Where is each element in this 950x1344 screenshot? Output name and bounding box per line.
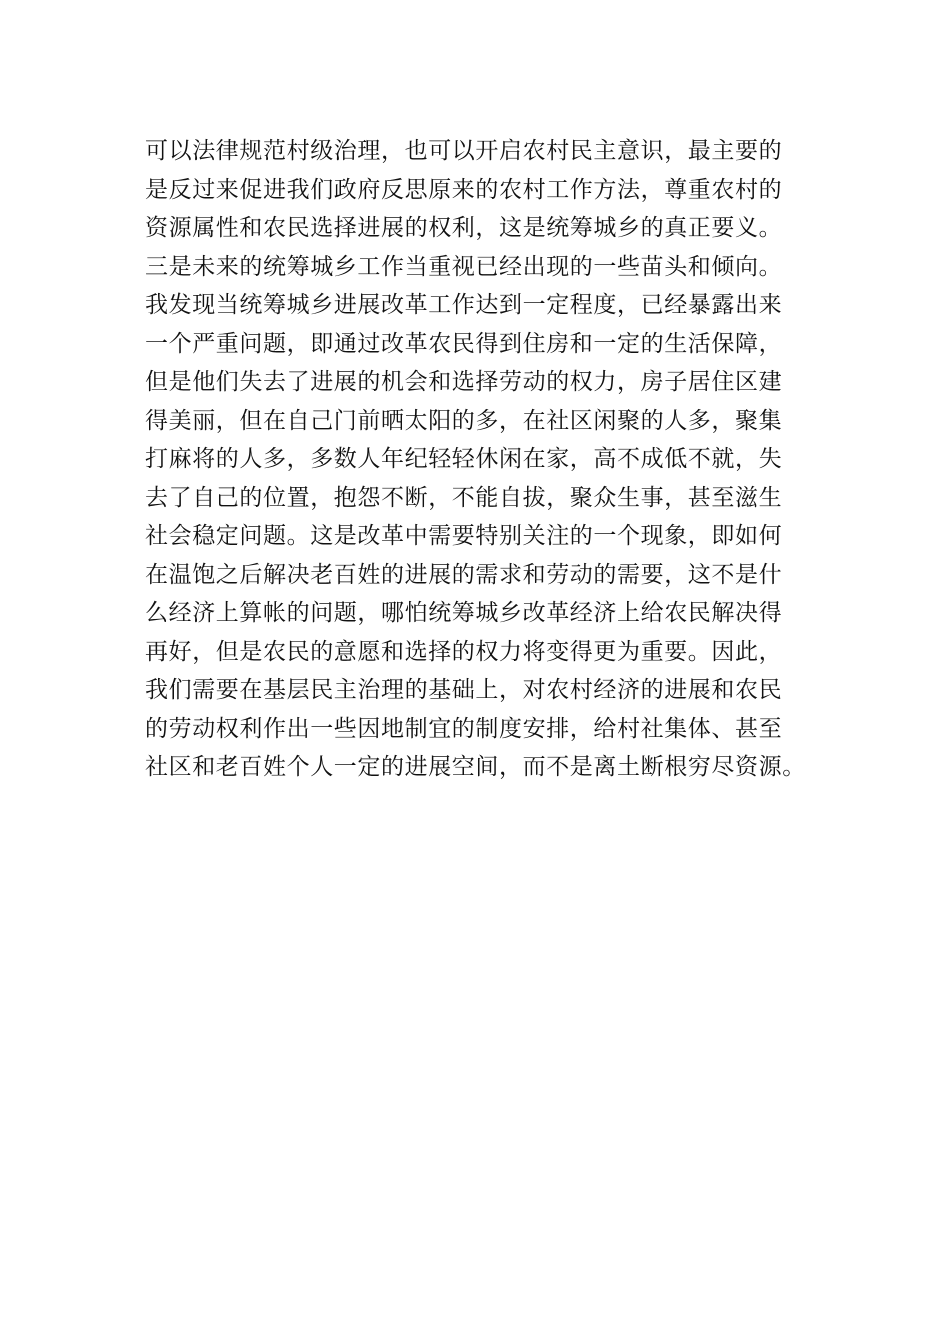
text-line: 社区和老百姓个人一定的进展空间，而不是离土断根穷尽资源。 [145, 754, 806, 780]
text-line: 再好，但是农民的意愿和选择的权力将变得更为重要。因此， [145, 638, 783, 665]
text-line: 在温饱之后解决老百姓的进展的需求和劳动的需要，这不是什 [145, 561, 783, 588]
text-line: 打麻将的人多，多数人年纪轻轻休闲在家，高不成低不就，失 [145, 446, 783, 472]
text-line: 社会稳定问题。这是改革中需要特别关注的一个现象，即如何 [145, 523, 783, 549]
text-line: 可以法律规范村级治理，也可以开启农村民主意识，最主要的 [145, 138, 783, 164]
text-line: 是反过来促进我们政府反思原来的农村工作方法，尊重农村的 [145, 176, 783, 203]
body-paragraph [145, 132, 825, 787]
text-line: 得美丽，但在自己门前晒太阳的多，在社区闲聚的人多，聚集 [145, 407, 783, 434]
text-line: 去了自己的位置，抱怨不断，不能自拔，聚众生事，甚至滋生 [145, 484, 783, 511]
text-line: 资源属性和农民选择进展的权利，这是统筹城乡的真正要义。 [145, 215, 783, 241]
text-line: 但是他们失去了进展的机会和选择劳动的权力，房子居住区建 [145, 369, 783, 395]
text-line: 三是未来的统筹城乡工作当重视已经出现的一些苗头和倾向。 [145, 253, 783, 280]
text-line: 么经济上算帐的问题，哪怕统筹城乡改革经济上给农民解决得 [145, 600, 783, 626]
text-line: 一个严重问题，即通过改革农民得到住房和一定的生活保障， [145, 330, 783, 357]
text-line: 我发现当统筹城乡进展改革工作达到一定程度，已经暴露出来 [145, 292, 783, 318]
text-line: 的劳动权利作出一些因地制宜的制度安排，给村社集体、甚至 [145, 715, 783, 742]
text-line: 我们需要在基层民主治理的基础上，对农村经济的进展和农民 [145, 677, 783, 703]
